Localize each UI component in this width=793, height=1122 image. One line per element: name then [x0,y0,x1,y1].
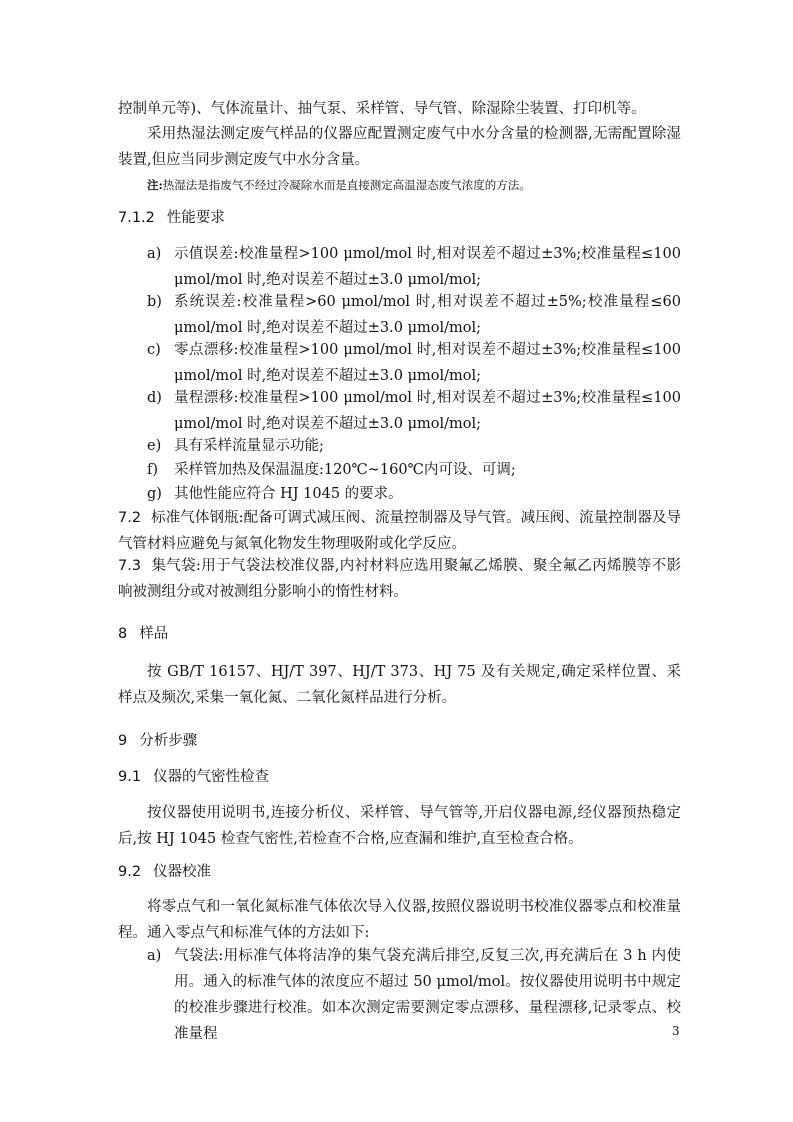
list-item-text: 具有采样流量显示功能; [174,438,324,454]
list-marker: a) [147,948,162,964]
list-item-text: 采样管加热及保温温度:120℃~160℃内可设、可调; [174,462,516,478]
paragraph-continuation: 控制单元等)、气体流量计、抽气泵、采样管、导气管、除湿除尘装置、打印机等。 [118,101,646,117]
heading-8 [118,623,168,645]
heading-title: 分析步骤 [139,733,198,749]
paragraph-calibration: 将零点气和一氧化氮标准气体依次导入仪器,按照仪器说明书校准仪器零点和校准量程。通入零点气和标准气体的方法如下: [118,899,681,941]
list-item-text: 气袋法:用标准气体将洁净的集气袋充满后排空,反复三次,再充满后在 3 h 内使用。通入的标准气体的浓度应不超过 50 μmol/mol。按仪器使用说明书中规定的校准步骤进行校准。如本次测定需要测定零点漂移、量程漂移,记录零点、校准量程 [174,948,681,1042]
heading-number: 8 [118,626,128,642]
note [147,176,531,194]
list-item-text: 系统误差:校准量程>60 μmol/mol 时,相对误差不超过±5%;校准量程≤60 μmol/mol 时,绝对误差不超过±3.0 μmol/mol; [174,294,681,336]
paragraph-hot-wet-method: 采用热湿法测定废气样品的仪器应配置测定废气中水分含量的检测器,无需配置除湿装置,但应当同步测定废气中水分含量。 [118,126,681,168]
list-item-text: 其他性能应符合 HJ 1045 的要求。 [174,486,403,502]
heading-title: 性能要求 [166,210,225,226]
list-marker: g) [147,486,162,502]
section-text: 集气袋:用于气袋法校准仪器,内衬材料应选用聚氟乙烯膜、聚全氟乙丙烯膜等不影响被测组分或对被测组分影响小的惰性材料。 [118,558,681,600]
list-item-text: 量程漂移:校准量程>100 μmol/mol 时,相对误差不超过±3%;校准量程≤100 μmol/mol 时,绝对误差不超过±3.0 μmol/mol; [174,390,681,432]
paragraph-airtightness: 按仪器使用说明书,连接分析仪、采样管、导气管等,开启仪器电源,经仪器预热稳定后,按 HJ 1045 检查气密性,若检查不合格,应查漏和维护,直至检查合格。 [118,805,681,847]
list-marker: a) [147,246,162,262]
list-item [147,289,681,341]
heading-title: 仪器校准 [153,864,212,880]
list-marker: f) [147,462,159,478]
heading-title: 样品 [139,626,169,642]
list-item [147,943,681,1047]
note-text: 热湿法是指废气不经过冷凝除水而是直接测定高温湿态废气浓度的方法。 [162,178,531,192]
heading-number: 9.2 [118,864,142,880]
list-item [147,385,681,437]
heading-number: 7.1.2 [118,210,155,226]
list-marker: b) [147,294,162,310]
section-7-3 [118,553,681,605]
section-text: 标准气体钢瓶:配备可调式减压阀、流量控制器及导气管。减压阀、流量控制器及导气管材料应避免与氮氧化物发生物理吸附或化学反应。 [118,510,681,552]
list-item [147,433,681,459]
note-label: 注: [147,178,163,192]
list-item [147,337,681,389]
heading-9-2 [118,861,211,883]
list-marker: d) [147,390,162,406]
section-7-2 [118,505,681,557]
section-number: 7.2 [118,510,142,526]
list-item [147,481,681,507]
heading-7-1-2 [118,207,225,229]
heading-number: 9 [118,733,128,749]
paragraph-samples: 按 GB/T 16157、HJ/T 397、HJ/T 373、HJ 75 及有关规定,确定采样位置、采样点及频次,采集一氧化氮、二氧化氮样品进行分析。 [118,664,681,706]
heading-title: 仪器的气密性检查 [153,769,270,785]
list-item [147,457,681,483]
page-number: 3 [672,1024,680,1038]
heading-number: 9.1 [118,769,142,785]
section-number: 7.3 [118,558,142,574]
list-item-text: 示值误差:校准量程>100 μmol/mol 时,相对误差不超过±3%;校准量程≤100 μmol/mol 时,绝对误差不超过±3.0 μmol/mol; [174,246,681,288]
heading-9-1 [118,766,269,788]
list-marker: c) [147,342,161,358]
heading-9 [118,730,197,752]
list-item-text: 零点漂移:校准量程>100 μmol/mol 时,相对误差不超过±3%;校准量程≤100 μmol/mol 时,绝对误差不超过±3.0 μmol/mol; [174,342,681,384]
list-item [147,241,681,293]
list-marker: e) [147,438,162,454]
